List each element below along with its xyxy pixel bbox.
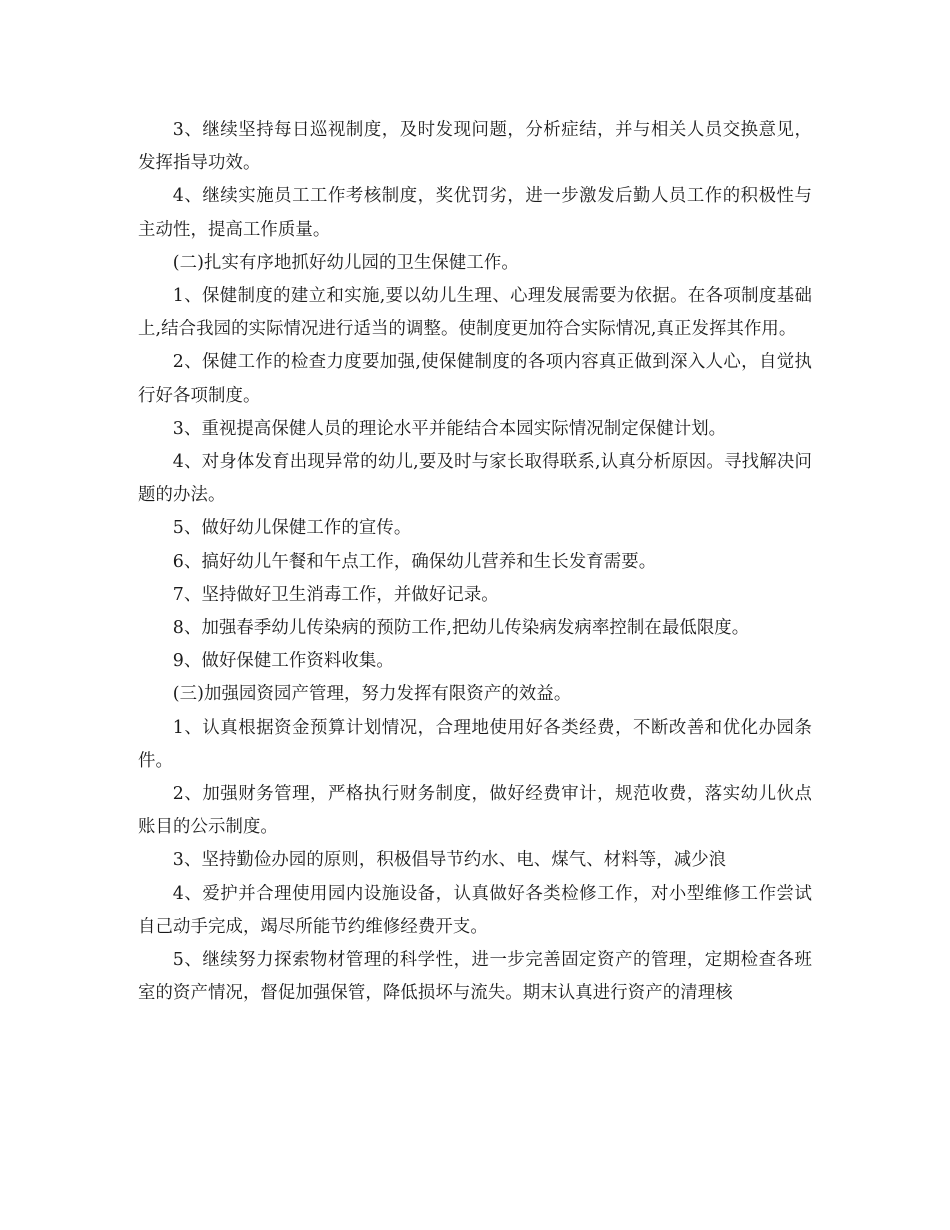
paragraph: 5、继续努力探索物材管理的科学性，进一步完善固定资产的管理，定期检查各班室的资产情况，督促加强保管，降低损坏与流失。期末认真进行资产的清理核	[138, 950, 812, 1004]
paragraph: 4、爱护并合理使用园内设施设备，认真做好各类检修工作，对小型维修工作尝试自己动手完成，竭尽所能节约维修经费开支。	[138, 883, 812, 937]
paragraph: 8、加强春季幼儿传染病的预防工作,把幼儿传染病发病率控制在最低限度。	[172, 618, 750, 639]
paragraph: 9、做好保健工作资料收集。	[172, 651, 394, 672]
paragraph: 4、继续实施员工工作考核制度，奖优罚劣，进一步激发后勤人员工作的积极性与主动性，提高工作质量。	[138, 186, 812, 240]
paragraph: 3、坚持勤俭办园的原则，积极倡导节约水、电、煤气、材料等，减少浪	[172, 850, 727, 871]
paragraph: 4、对身体发育出现异常的幼儿,要及时与家长取得联系,认真分析原因。寻找解决问题的办法。	[138, 452, 812, 506]
paragraph: 2、保健工作的检查力度要加强,使保健制度的各项内容真正做到深入人心，自觉执行好各项制度。	[138, 352, 812, 406]
section-heading: (三)加强园资园产管理，努力发挥有限资产的效益。	[172, 684, 572, 705]
paragraph: 6、搞好幼儿午餐和午点工作，确保幼儿营养和生长发育需要。	[172, 551, 657, 572]
paragraph: 2、加强财务管理，严格执行财务制度，做好经费审计，规范收费，落实幼儿伙点账目的公示制度。	[138, 784, 812, 838]
paragraph: 7、坚持做好卫生消毒工作，并做好记录。	[172, 584, 499, 605]
paragraph: 3、重视提高保健人员的理论水平并能结合本园实际情况制定保健计划。	[172, 418, 727, 439]
document-body	[138, 114, 812, 1010]
paragraph: 5、做好幼儿保健工作的宣传。	[172, 518, 412, 539]
paragraph: 1、保健制度的建立和实施,要以幼儿生理、心理发展需要为依据。在各项制度基础上,结合我园的实际情况进行适当的调整。使制度更加符合实际情况,真正发挥其作用。	[138, 286, 812, 340]
section-heading: (二)扎实有序地抓好幼儿园的卫生保健工作。	[172, 252, 519, 273]
paragraph: 3、继续坚持每日巡视制度，及时发现问题，分析症结，并与相关人员交换意见，发挥指导功效。	[138, 120, 812, 174]
paragraph: 1、认真根据资金预算计划情况，合理地使用好各类经费，不断改善和优化办园条件。	[138, 717, 812, 771]
